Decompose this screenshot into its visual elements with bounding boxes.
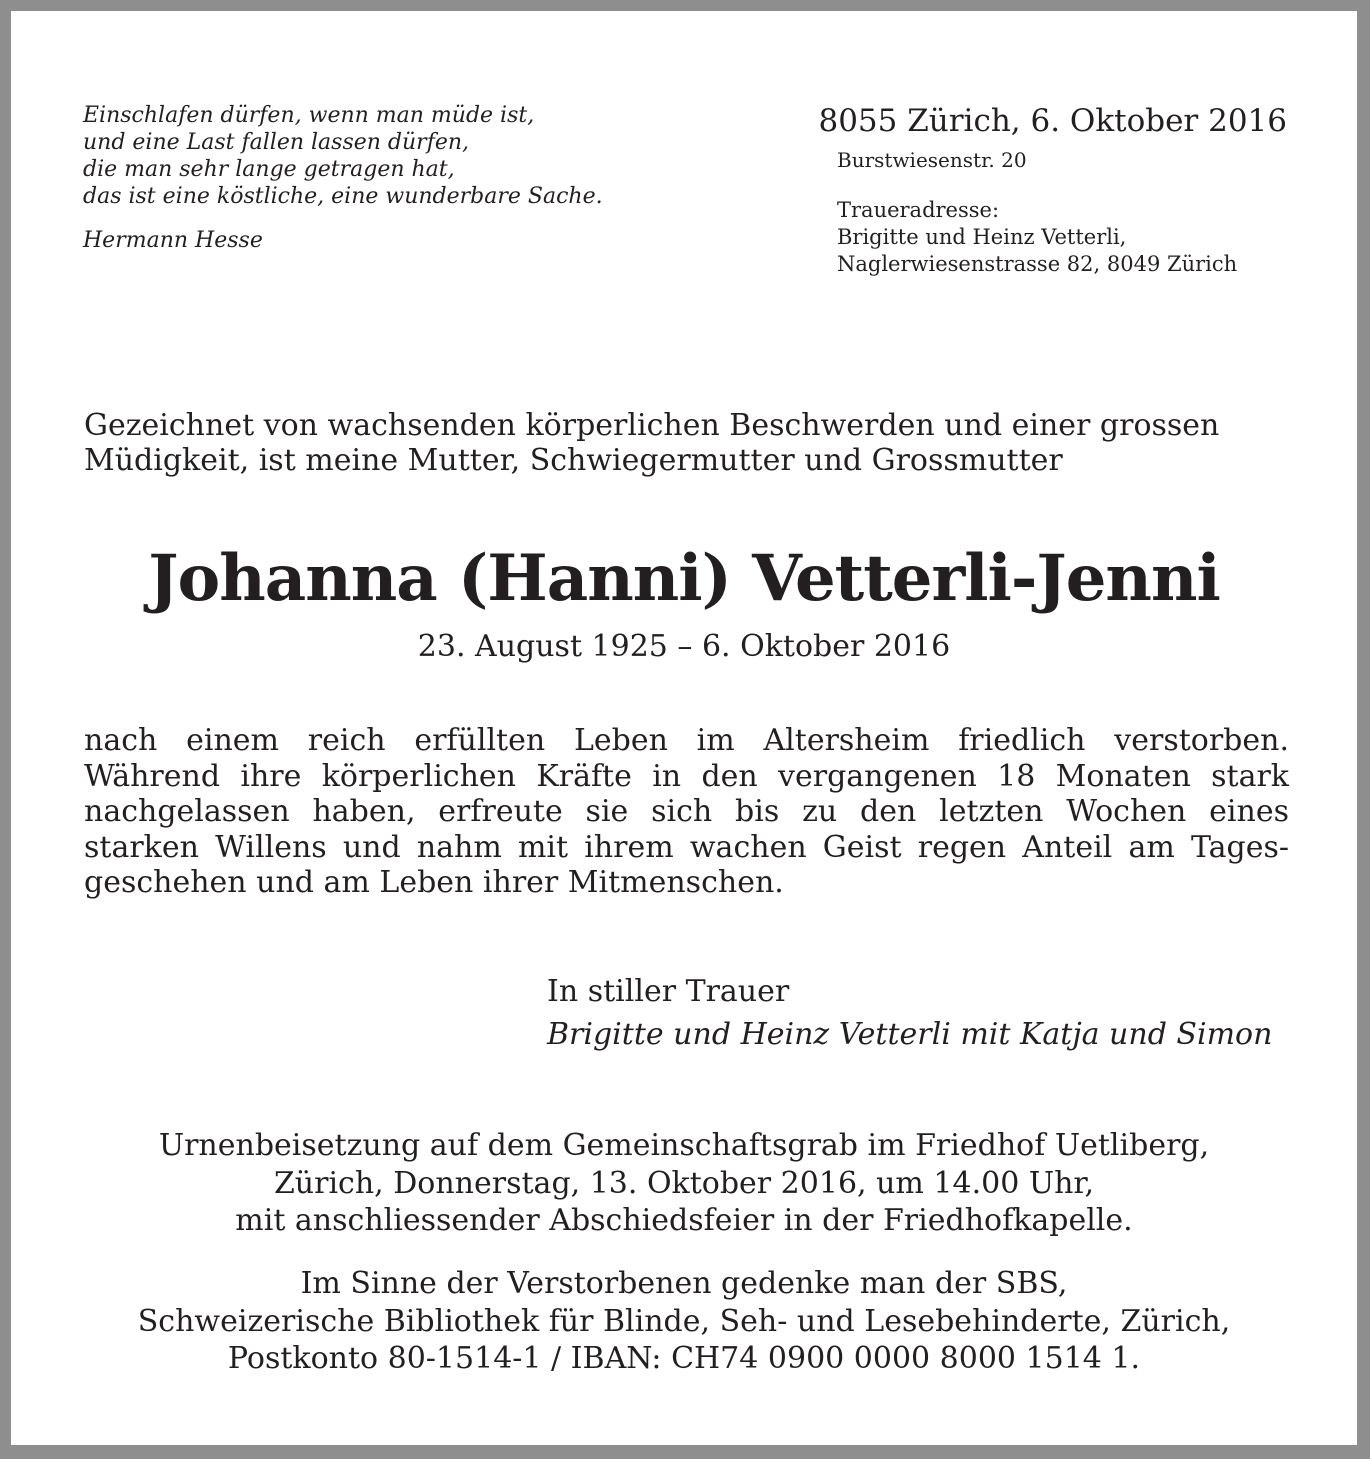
intro-line: Müdigkeit, ist meine Mutter, Schwiegermutter und Grossmutter [84,443,1063,478]
body-line: geschehen und am Leben ihrer Mitmenschen. [84,865,784,900]
donation-line: Schweizerische Bibliothek für Blinde, Seh- und Lesebehinderte, Zürich, [137,1303,1231,1339]
lifespan: 23. August 1925 – 6. Oktober 2016 [417,629,951,664]
donation-info [11,1265,1357,1378]
quote-line: die man sehr lange getragen hat, [83,157,455,182]
body-line: starken Willens und nahm mit ihrem wachen Geist regen Anteil am Tages- [84,829,1289,865]
body-line: nach einem reich erfüllten Leben im Altersheim friedlich verstorben. [84,723,1289,758]
intro-line: Gezeichnet von wachsenden körperlichen Beschwerden und einer grossen [84,408,1220,443]
mourning-address [837,197,1237,278]
obituary-page [11,11,1357,1445]
funeral-info [11,1127,1357,1240]
body-line: nachgelassen haben, erfreute sie sich bis zu den letzten Wochen eines [84,794,1289,829]
grief-line: In stiller Trauer [547,974,790,1009]
quote-author: Hermann Hesse [83,228,263,253]
quote-line: das ist eine köstliche, eine wunderbare Sache. [83,184,603,209]
quote-line: und eine Last fallen lassen dürfen, [83,130,470,155]
quote-line: Einschlafen dürfen, wenn man müde ist, [83,103,535,128]
mourning-address-label: Traueradresse: [837,198,1000,222]
funeral-line: Zürich, Donnerstag, 13. Oktober 2016, um 14.00 Uhr, [273,1165,1095,1201]
funeral-line: Urnenbeisetzung auf dem Gemeinschaftsgrab im Friedhof Uetliberg, [158,1128,1210,1163]
place-date: 8055 Zürich, 6. Oktober 2016 [818,103,1287,139]
body-line: Während ihre körperlichen Kräfte in den vergangenen 18 Monaten stark [84,758,1289,794]
signers: Brigitte und Heinz Vetterli mit Katja und Simon [547,1017,1273,1052]
mourning-address-line: Brigitte und Heinz Vetterli, [837,225,1127,249]
deceased-name: Johanna (Hanni) Vetterli-Jenni [148,541,1220,616]
donation-line: Postkonto 80-1514-1 / IBAN: CH74 0900 0000 8000 1514 1. [227,1341,1141,1376]
donation-line: Im Sinne der Verstorbenen gedenke man der SBS, [300,1266,1068,1301]
obituary-body [84,723,1289,901]
intro-text [84,408,1289,478]
street-address: Burstwiesenstr. 20 [837,148,1027,172]
hesse-quote [83,102,703,210]
mourning-address-line: Naglerwiesenstrasse 82, 8049 Zürich [837,252,1238,276]
funeral-line: mit anschliessender Abschiedsfeier in der Friedhofkapelle. [235,1203,1133,1238]
